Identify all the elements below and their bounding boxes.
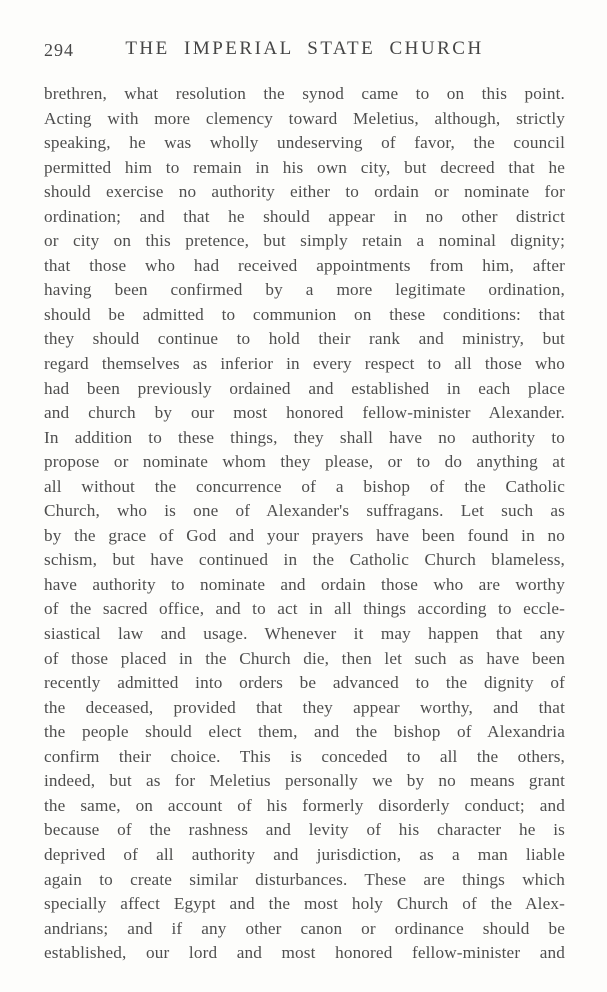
text-line: deprived of all authority and jurisdiction, as a man liable [44, 844, 565, 864]
text-line: or city on this pretence, but simply retain a nominal dignity; [44, 231, 565, 251]
text-line: confirm their choice. This is conceded to all the others, [44, 746, 565, 766]
text-line: brethren, what resolution the synod came to on this point. [44, 84, 565, 103]
text-line: the people should elect them, and the bishop of Alexandria [44, 722, 565, 742]
text-line: recently admitted into orders be advanced to the dignity of [44, 673, 565, 693]
text-line: the same, on account of his formerly disorderly conduct; and [44, 795, 565, 815]
text-line: all without the concurrence of a bishop of the Catholic [44, 476, 565, 496]
text-line: of those placed in the Church die, then let such as have been [44, 648, 565, 668]
running-head [44, 38, 565, 62]
text-line: Church, who is one of Alexander's suffragans. Let such as [44, 501, 565, 521]
text-line: that those who had received appointments from him, after [44, 255, 565, 275]
text-line: In addition to these things, they shall have no authority to [44, 427, 565, 447]
text-line: having been confirmed by a more legitimate ordination, [44, 280, 565, 300]
text-line: and church by our most honored fellow-minister Alexander. [44, 403, 565, 423]
page-number: 294 [44, 40, 74, 60]
text-line: propose or nominate whom they please, or to do anything at [44, 452, 565, 472]
text-line: they should continue to hold their rank and ministry, but [44, 329, 565, 349]
text-line: have authority to nominate and ordain those who are worthy [44, 574, 565, 594]
text-line: of the sacred office, and to act in all things according to eccle- [44, 599, 565, 619]
text-line: siastical law and usage. Whenever it may happen that any [44, 624, 565, 644]
text-line: Acting with more clemency toward Meletius, although, strictly [44, 108, 565, 128]
text-line: by the grace of God and your prayers have been found in no [44, 525, 565, 545]
text-line: established, our lord and most honored fellow-minister and [44, 943, 565, 963]
text-line: permitted him to remain in his own city, but decreed that he [44, 157, 565, 177]
text-line: the deceased, provided that they appear worthy, and that [44, 697, 565, 717]
text-line: speaking, he was wholly undeserving of favor, the council [44, 133, 565, 153]
running-title: THE IMPERIAL STATE CHURCH [125, 38, 484, 59]
text-line: schism, but have continued in the Catholic Church blameless, [44, 550, 565, 570]
text-line: regard themselves as inferior in every respect to all those who [44, 354, 565, 374]
text-line: again to create similar disturbances. These are things which [44, 869, 565, 889]
text-line: ordination; and that he should appear in no other district [44, 206, 565, 226]
body-text-block [44, 82, 565, 966]
text-line: had been previously ordained and established in each place [44, 378, 565, 398]
text-line: should exercise no authority either to ordain or nominate for [44, 182, 565, 202]
text-line: indeed, but as for Meletius personally we by no means grant [44, 771, 565, 791]
text-line: andrians; and if any other canon or ordinance should be [44, 918, 565, 938]
text-line: specially affect Egypt and the most holy Church of the Alex- [44, 894, 565, 914]
text-line: should be admitted to communion on these conditions: that [44, 304, 565, 324]
text-line: because of the rashness and levity of his character he is [44, 820, 565, 840]
